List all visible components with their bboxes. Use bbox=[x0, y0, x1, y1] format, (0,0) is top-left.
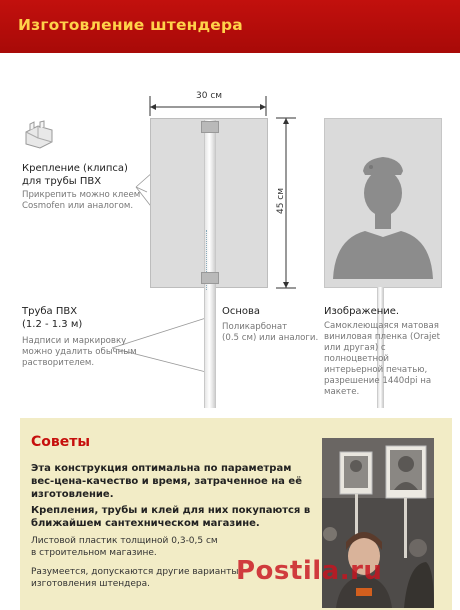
width-label: 30 см bbox=[196, 91, 223, 101]
tips-line: Эта конструкция оптимальна по параметрам bbox=[31, 463, 292, 474]
clip-note bbox=[22, 190, 140, 212]
base-title: Основа bbox=[222, 306, 261, 317]
portrait-silhouette-icon bbox=[325, 119, 441, 287]
clip-note-line: Cosmofen или аналогом. bbox=[22, 201, 134, 211]
image-note-line: виниловая пленка (Orajet bbox=[324, 332, 441, 342]
clip-title-line: для трубы ПВХ bbox=[22, 176, 102, 187]
pipe-title-line: Труба ПВХ bbox=[22, 306, 78, 317]
image-panel bbox=[324, 118, 442, 288]
image-note-line: макете. bbox=[324, 387, 360, 397]
tips-line: в строительном магазине. bbox=[31, 548, 157, 558]
image-title: Изображение. bbox=[324, 306, 400, 317]
pipe-note bbox=[22, 336, 137, 369]
tips-line: изготовление. bbox=[31, 489, 114, 500]
base-note bbox=[222, 322, 318, 344]
tips-paragraph-1 bbox=[31, 462, 302, 501]
watermark-logo: Postila.ru bbox=[236, 556, 383, 586]
image-note-line: разрешение 1440dpi на bbox=[324, 376, 432, 386]
pipe-title bbox=[22, 305, 82, 331]
tips-paragraph-4 bbox=[31, 566, 239, 590]
tips-paragraph-2 bbox=[31, 504, 310, 530]
clip-note-line: Прикрепить можно клеем bbox=[22, 190, 141, 200]
pipe-note-line: растворителем. bbox=[22, 358, 95, 368]
clip-title-line: Крепление (клипса) bbox=[22, 163, 128, 174]
tips-title: Советы bbox=[31, 434, 91, 450]
clip-title bbox=[22, 162, 128, 188]
page-title: Изготовление штендера bbox=[18, 16, 243, 34]
image-note-line: Самоклеющаяся матовая bbox=[324, 321, 439, 331]
height-label: 45 см bbox=[276, 187, 287, 215]
image-note-line: интерьерной печатью, bbox=[324, 365, 428, 375]
tips-line: ближайшем сантехническом магазине. bbox=[31, 518, 260, 529]
tips-line: изготовления штендера. bbox=[31, 579, 150, 589]
tips-line: Разумеется, допускаются другие варианты bbox=[31, 567, 239, 577]
tips-paragraph-3 bbox=[31, 535, 218, 559]
image-note-line: полноцветной bbox=[324, 354, 389, 364]
image-note-line: или другая) с bbox=[324, 343, 386, 353]
pipe-title-line: (1.2 - 1.3 м) bbox=[22, 319, 83, 330]
tips-line: Листовой пластик толщиной 0,3-0,5 см bbox=[31, 536, 218, 546]
tips-line: Крепления, трубы и клей для них покупаются в bbox=[31, 505, 311, 516]
pipe-note-line: Надписи и маркировку bbox=[22, 336, 127, 346]
base-note-line: (0.5 см) или аналоги. bbox=[222, 333, 319, 343]
pipe-note-line: можно удалить обычным bbox=[22, 347, 137, 357]
pipe-clip-top bbox=[201, 121, 219, 133]
clip-icon bbox=[22, 120, 58, 152]
pipe-clip-bottom bbox=[201, 272, 219, 284]
tips-line: вес-цена-качество и время, затраченное на её bbox=[31, 476, 302, 487]
base-note-line: Поликарбонат bbox=[222, 322, 288, 332]
image-note bbox=[324, 321, 452, 398]
